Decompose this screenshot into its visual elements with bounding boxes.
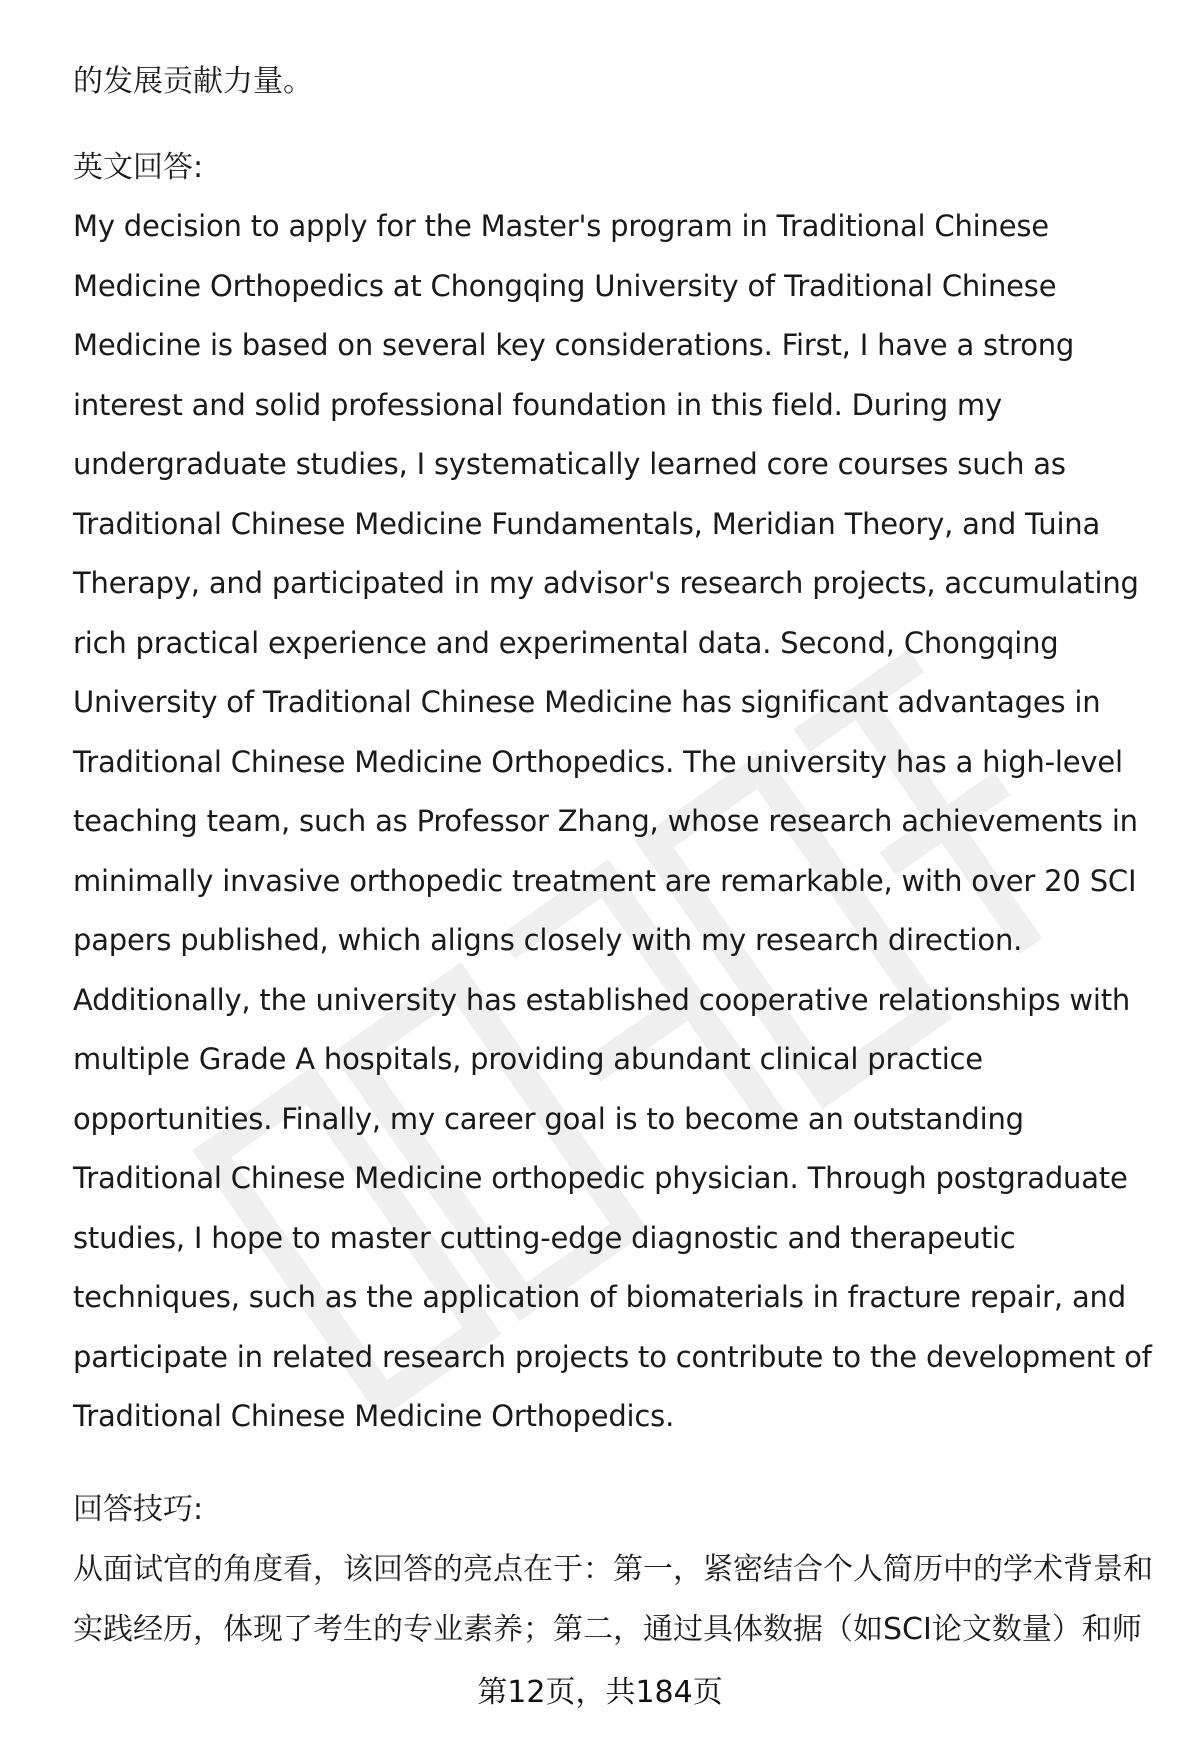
english-line: My decision to apply for the Master's program in Traditional Chinese — [73, 209, 1049, 243]
english-line: undergraduate studies, I systematically learned core courses such as — [73, 447, 1066, 481]
english-line: University of Traditional Chinese Medicine has significant advantages in — [73, 685, 1101, 719]
english-line: Medicine Orthopedics at Chongqing University of Traditional Chinese — [73, 268, 1057, 303]
english-line: participate in related research projects to contribute to the development of — [73, 1339, 1152, 1374]
page-number-footer: 第12页，共184页 — [477, 1675, 723, 1710]
answer-tips-heading: 回答技巧: — [73, 1492, 204, 1527]
english-line: Traditional Chinese Medicine Orthopedics. — [73, 1399, 675, 1433]
english-line: Therapy, and participated in my advisor's research projects, accumulating — [73, 566, 1139, 600]
english-line: Additionally, the university has established cooperative relationships with — [73, 982, 1131, 1017]
english-line: minimally invasive orthopedic treatment are remarkable, with over 20 SCI — [73, 863, 1137, 898]
english-line: papers published, which aligns closely with my research direction. — [73, 923, 1023, 957]
english-line: studies, I hope to master cutting-edge diagnostic and therapeutic — [73, 1220, 1016, 1255]
english-line: Medicine is based on several key considerations. First, I have a strong — [73, 328, 1075, 362]
english-line: techniques, such as the application of biomaterials in fracture repair, and — [73, 1280, 1126, 1314]
english-line: Traditional Chinese Medicine Orthopedics. The university has a high-level — [73, 744, 1123, 779]
english-answer-paragraph — [73, 197, 1152, 1447]
answer-tips-paragraph — [73, 1540, 1153, 1659]
english-line: teaching team, such as Professor Zhang, whose research achievements in — [73, 804, 1138, 838]
tips-line: 实践经历，体现了考生的专业素养；第二，通过具体数据（如SCI论文数量）和师 — [73, 1611, 1142, 1647]
english-line: rich practical experience and experimental data. Second, Chongqing — [73, 625, 1059, 660]
english-line: multiple Grade A hospitals, providing abundant clinical practice — [73, 1042, 983, 1076]
english-answer-heading: 英文回答: — [73, 150, 204, 185]
english-line: interest and solid professional foundation in this field. During my — [73, 387, 1002, 422]
english-line: Traditional Chinese Medicine orthopedic physician. Through postgraduate — [73, 1161, 1128, 1195]
tips-line: 从面试官的角度看，该回答的亮点在于：第一，紧密结合个人简历中的学术背景和 — [73, 1552, 1153, 1587]
intro-tail-text: 的发展贡献力量。 — [73, 64, 313, 99]
english-line: opportunities. Finally, my career goal is to become an outstanding — [73, 1101, 1024, 1136]
english-line: Traditional Chinese Medicine Fundamentals, Meridian Theory, and Tuina — [73, 506, 1101, 541]
